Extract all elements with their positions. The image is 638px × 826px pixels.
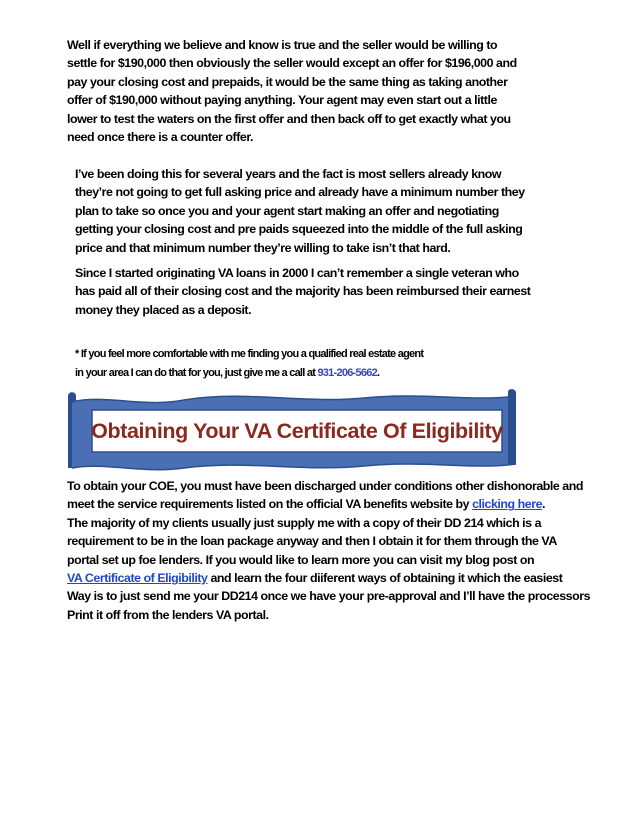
text-line: pay your closing cost and prepaids, it would be the same thing as taking another [67, 74, 508, 89]
text-line [75, 364, 423, 383]
banner-title: Obtaining Your VA Certificate Of Eligibility [91, 418, 503, 443]
text-line: money they placed as a deposit. [75, 302, 252, 317]
text-line: plan to take so once you and your agent start making an offer and negotiating [75, 203, 499, 218]
text-line: I’ve been doing this for several years and the fact is most sellers already know [75, 167, 502, 181]
text-line: offer of $190,000 without paying anything. Your agent may even start out a little [67, 93, 497, 108]
scroll-right-roll [508, 389, 516, 464]
text-line: requirement to be in the loan package anyway and then I obtain it for them through the VA [67, 534, 557, 549]
agent-referral-note [75, 345, 423, 382]
paragraph-experience [75, 165, 525, 257]
paragraph-seller-offer [67, 36, 517, 146]
clicking-here-link[interactable]: clicking here [472, 497, 543, 512]
coe-text: and learn the four diiferent ways of obtaining it which the easiest [207, 571, 563, 586]
text-line: Print it off from the lenders VA portal. [67, 607, 269, 622]
text-line [67, 569, 590, 587]
text-line: lower to test the waters on the first offer and then back off to get exactly what you [67, 111, 511, 126]
text-line: getting your closing cost and pre paids squeezed into the middle of the full asking [75, 222, 523, 237]
paragraph-coe [67, 477, 590, 624]
va-coe-blog-link[interactable]: VA Certificate of Eligibility [67, 571, 208, 586]
text-line [67, 495, 590, 513]
text-line: settle for $190,000 then obviously the seller would except an offer for $196,000 and [67, 56, 517, 71]
text-line: The majority of my clients usually just supply me with a copy of their DD 214 which is a [67, 515, 542, 530]
text-line: price and that minimum number they’re willing to take isn’t that hard. [75, 240, 451, 255]
phone-number: 931-206-5662 [317, 366, 377, 379]
text-line: need once there is a counter offer. [67, 130, 253, 145]
text-line: has paid all of their closing cost and the majority has been reimbursed their earnest [75, 284, 531, 299]
text-line: they’re not going to get full asking price and already have a minimum number they [75, 185, 525, 200]
text-line: portal set up foe lenders. If you would like to learn more you can visit my blog post on [67, 552, 535, 567]
text-line: Well if everything we believe and know is true and the seller would be willing to [67, 38, 498, 52]
text-line: To obtain your COE, you must have been discharged under conditions other dishonorable and [67, 479, 583, 493]
coe-text: meet the service requirements listed on the official VA benefits website by [67, 497, 473, 512]
coe-period: . [542, 497, 546, 512]
note-period: . [376, 366, 380, 379]
text-line: Way is to just send me your DD214 once we have your pre-approval and I’ll have the processors [67, 589, 591, 604]
note-text: in your area I can do that for you, just give me a call at [75, 366, 318, 379]
paragraph-va-loans [75, 264, 530, 319]
text-line: Since I started originating VA loans in 2000 I can’t remember a single veteran who [75, 266, 519, 280]
section-banner [64, 388, 520, 474]
text-line: * If you feel more comfortable with me finding you a qualified real estate agent [75, 348, 424, 360]
